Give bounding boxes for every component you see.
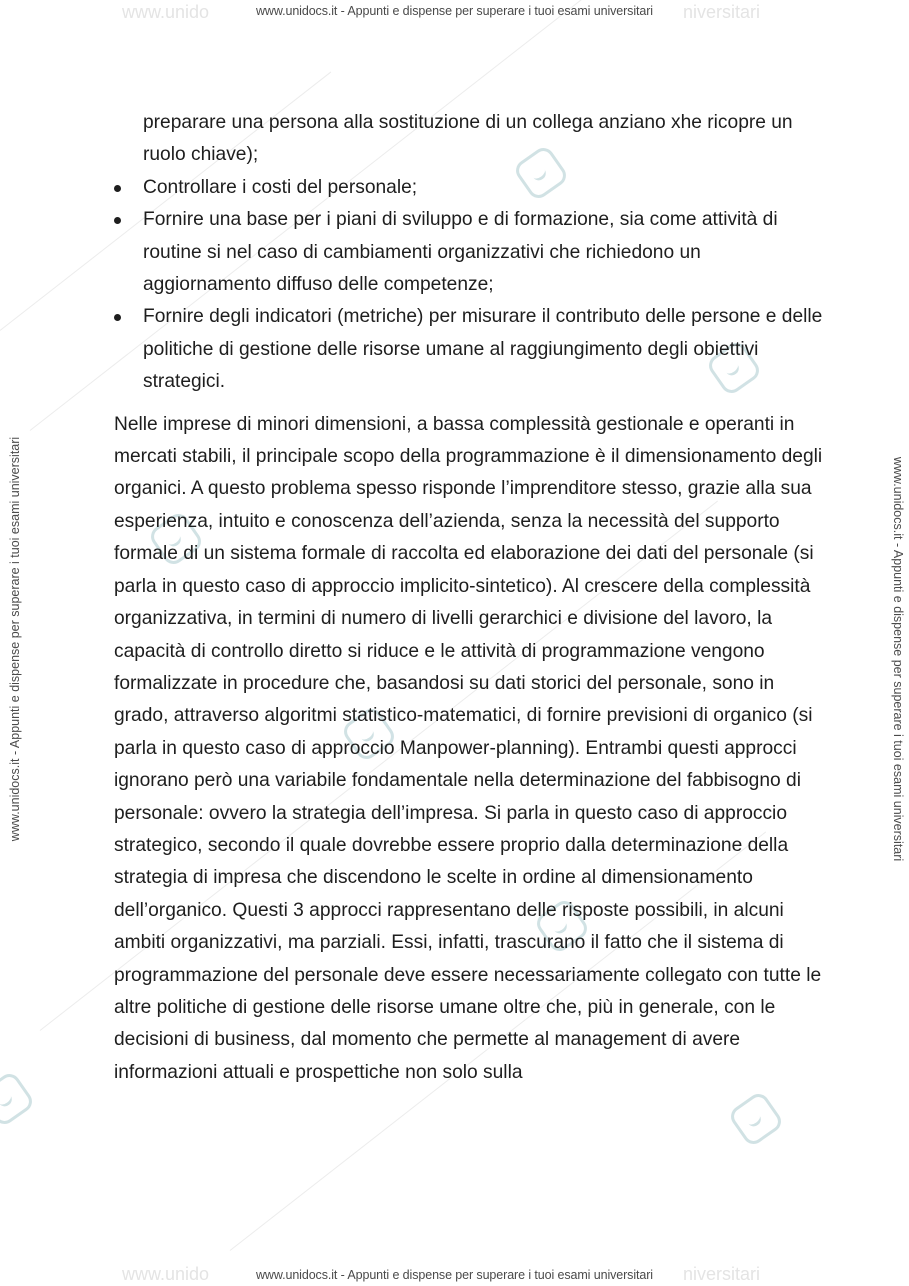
watermark-header: www.unidocs.it - Appunti e dispense per superare i tuoi esami universitari xyxy=(256,4,653,18)
watermark-ghost-left: www.unido xyxy=(122,2,210,22)
bullet-list xyxy=(114,107,824,399)
unidocs-logo-icon xyxy=(0,1070,36,1128)
list-item-continued xyxy=(114,107,824,172)
bullet-icon xyxy=(114,314,121,321)
watermark-ghost-left: www.unido xyxy=(122,1264,210,1284)
bullet-icon xyxy=(114,185,121,192)
watermark-side-right: www.unidocs.it - Appunti e dispense per superare i tuoi esami universitari xyxy=(891,456,905,862)
list-item-text: Fornire una base per i piani di sviluppo e di formazione, sia come attività di routine si nel caso di cambiamenti organizzativi che richiedono un aggiornamento diffuso delle competenze; xyxy=(143,209,778,296)
list-item xyxy=(114,204,824,301)
unidocs-logo-icon xyxy=(727,1090,785,1148)
document-body xyxy=(114,107,824,1089)
list-item-text: preparare una persona alla sostituzione di un collega anziano xhe ricopre un ruolo chiave); xyxy=(143,112,793,166)
watermark-ghost-right: niversitari xyxy=(683,1264,761,1284)
watermark-ghost-right: niversitari xyxy=(683,2,761,22)
list-item xyxy=(114,172,824,204)
list-item-text: Controllare i costi del personale; xyxy=(143,176,418,198)
body-paragraph: Nelle imprese di minori dimensioni, a bassa complessità gestionale e operanti in mercati stabili, il principale scopo della programmazione è il dimensionamento degli organici. A questo problema spesso risponde l’imprenditore stesso, grazie alla sua esperienza, intuito e conoscenza dell’azienda, senza la necessità del supporto formale di un sistema formale di raccolta ed elaborazione dei dati del personale (si parla in questo caso di approccio implicito-sintetico). Al crescere della complessità organizzativa, in termini di numero di livelli gerarchici e divisione del lavoro, la capacità di controllo diretto si riduce e le attività di programmazione vengono formalizzate in procedure che, basandosi su dati storici del personale, sono in grado, attraverso algoritmi statistico-matematici, di fornire previsioni di organico (si parla in questo caso di approccio Manpower-planning). Entrambi questi approcci ignorano però una variabile fondamentale nella determinazione del fabbisogno di personale: ovvero la strategia dell’impresa. Si parla in questo caso di approccio strategico, secondo il quale dovrebbe essere proprio dalla determinazione della strategia di impresa che discendono le scelte in ordine al dimensionamento dell’organico. Questi 3 approcci rappresentano delle risposte possibili, in alcuni ambiti organizzativi, ma parziali. Essi, infatti, trascurano il fatto che il sistema di programmazione del personale deve essere necessariamente collegato con tutte le altre politiche di gestione delle risorse umane oltre che, più in generale, con le decisioni di business, dal momento che permette al management di avere informazioni attuali e prospettiche non solo sulla xyxy=(114,413,823,1083)
watermark-footer: www.unidocs.it - Appunti e dispense per superare i tuoi esami universitari xyxy=(256,1268,653,1282)
bullet-icon xyxy=(114,217,121,224)
watermark-side-left: www.unidocs.it - Appunti e dispense per superare i tuoi esami universitari xyxy=(8,436,22,842)
list-item-text: Fornire degli indicatori (metriche) per misurare il contributo delle persone e delle politiche di gestione delle risorse umane al raggiungimento degli obiettivi strategici. xyxy=(143,306,823,393)
list-item xyxy=(114,301,824,398)
